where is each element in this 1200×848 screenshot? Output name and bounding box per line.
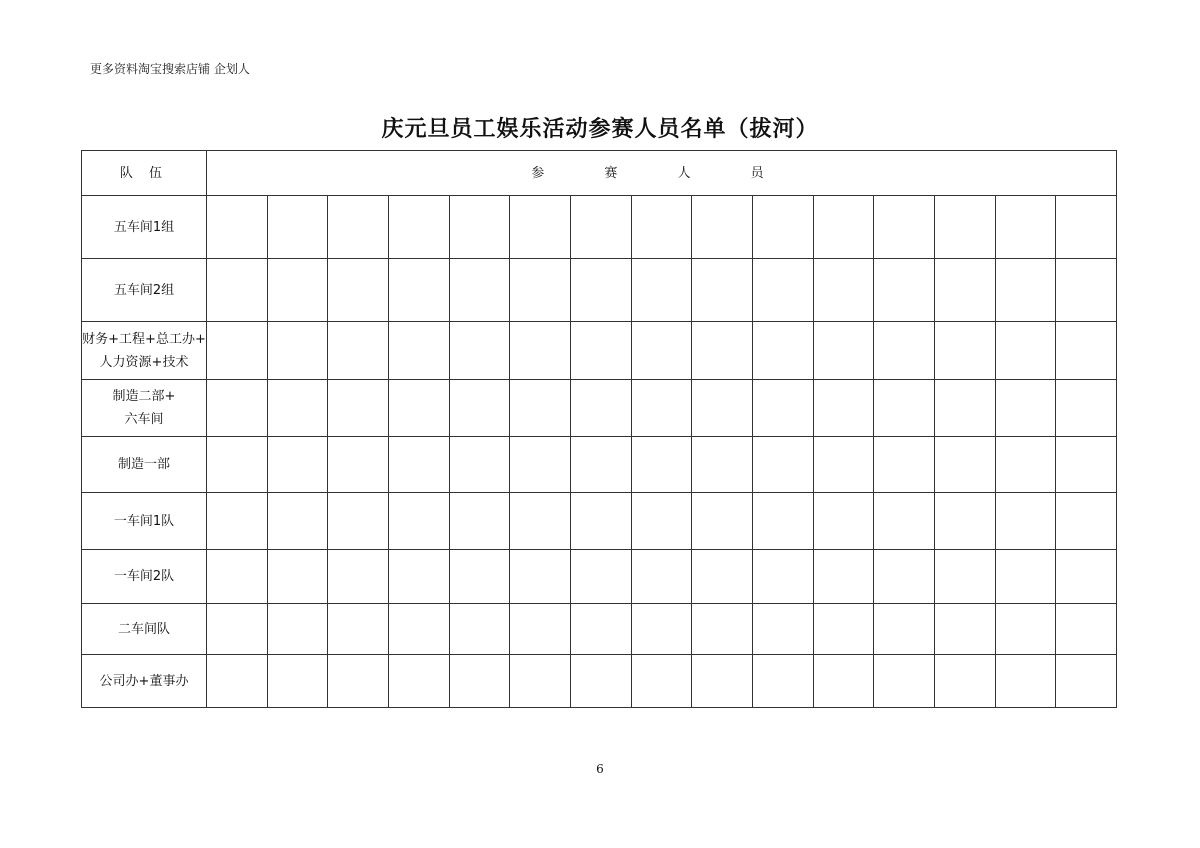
- team-name-line: 二车间队: [117, 621, 170, 637]
- participant-slot-cell[interactable]: [328, 655, 389, 708]
- participant-slot-cell[interactable]: [267, 604, 328, 655]
- participant-slot-cell[interactable]: [207, 259, 268, 322]
- participant-slot-cell[interactable]: [207, 604, 268, 655]
- participant-slot-cell[interactable]: [388, 437, 449, 493]
- team-name-cell: [82, 196, 207, 259]
- participant-slot-cell[interactable]: [449, 437, 510, 493]
- participant-slot-cell[interactable]: [813, 604, 874, 655]
- participant-slot-cell[interactable]: [752, 196, 813, 259]
- participant-slot-cell[interactable]: [570, 437, 631, 493]
- participant-slot-cell[interactable]: [570, 322, 631, 380]
- team-name-line: 一车间2队: [113, 569, 175, 584]
- participant-slot-cell[interactable]: [328, 259, 389, 322]
- participant-slot-cell[interactable]: [692, 604, 753, 655]
- participant-slot-cell[interactable]: [874, 655, 935, 708]
- participant-slot-cell[interactable]: [934, 196, 995, 259]
- participant-slot-cell[interactable]: [328, 437, 389, 493]
- table-row: [82, 196, 1117, 259]
- participant-slot-cell[interactable]: [813, 493, 874, 550]
- participant-slot-cell[interactable]: [631, 437, 692, 493]
- participant-slot-cell[interactable]: [570, 550, 631, 604]
- participant-slot-cell[interactable]: [934, 493, 995, 550]
- participant-slot-cell[interactable]: [813, 380, 874, 437]
- participant-slot-cell[interactable]: [692, 655, 753, 708]
- participant-slot-cell[interactable]: [328, 604, 389, 655]
- participant-slot-cell[interactable]: [1056, 493, 1117, 550]
- participant-slot-cell[interactable]: [1056, 322, 1117, 380]
- participant-slot-cell[interactable]: [752, 380, 813, 437]
- team-name-line: 五车间1组: [113, 219, 175, 235]
- participant-slot-cell[interactable]: [631, 493, 692, 550]
- page-number: 6: [596, 762, 604, 776]
- participant-slot-cell[interactable]: [995, 493, 1056, 550]
- participant-slot-cell[interactable]: [631, 655, 692, 708]
- participant-slot-cell[interactable]: [1056, 380, 1117, 437]
- participants-column-header: 参 赛 人 员: [207, 151, 1117, 196]
- participant-slot-cell[interactable]: [934, 604, 995, 655]
- participant-slot-cell[interactable]: [207, 655, 268, 708]
- participant-slot-cell[interactable]: [388, 196, 449, 259]
- participant-slot-cell[interactable]: [449, 380, 510, 437]
- participant-slot-cell[interactable]: [510, 604, 571, 655]
- participant-slot-cell[interactable]: [813, 550, 874, 604]
- participant-slot-cell[interactable]: [813, 259, 874, 322]
- header-note: 更多资料淘宝搜索店铺 企划人: [90, 62, 250, 76]
- participant-slot-cell[interactable]: [510, 196, 571, 259]
- participant-slot-cell[interactable]: [874, 322, 935, 380]
- participant-slot-cell[interactable]: [692, 322, 753, 380]
- participant-slot-cell[interactable]: [692, 550, 753, 604]
- participant-slot-cell[interactable]: [752, 604, 813, 655]
- participant-slot-cell[interactable]: [692, 196, 753, 259]
- participant-slot-cell[interactable]: [813, 655, 874, 708]
- participant-slot-cell[interactable]: [449, 493, 510, 550]
- table-row: [82, 550, 1117, 604]
- table-row: [82, 259, 1117, 322]
- participant-slot-cell[interactable]: [328, 550, 389, 604]
- participant-slot-cell[interactable]: [692, 493, 753, 550]
- participant-slot-cell[interactable]: [267, 259, 328, 322]
- participant-slot-cell[interactable]: [1056, 604, 1117, 655]
- participant-slot-cell[interactable]: [570, 604, 631, 655]
- participant-slot-cell[interactable]: [874, 437, 935, 493]
- participant-slot-cell[interactable]: [1056, 655, 1117, 708]
- participant-slot-cell[interactable]: [813, 437, 874, 493]
- team-name-cell: [82, 604, 207, 655]
- participant-slot-cell[interactable]: [388, 493, 449, 550]
- participant-slot-cell[interactable]: [510, 259, 571, 322]
- team-name-line: 六车间: [124, 412, 164, 427]
- participant-slot-cell[interactable]: [995, 380, 1056, 437]
- participant-slot-cell[interactable]: [1056, 550, 1117, 604]
- table-row: [82, 322, 1117, 380]
- participant-slot-cell[interactable]: [570, 380, 631, 437]
- participant-slot-cell[interactable]: [328, 196, 389, 259]
- participant-slot-cell[interactable]: [934, 322, 995, 380]
- participant-slot-cell[interactable]: [995, 604, 1056, 655]
- participant-slot-cell[interactable]: [267, 437, 328, 493]
- participant-slot-cell[interactable]: [995, 322, 1056, 380]
- team-name-line: 人力资源+技术: [99, 354, 189, 370]
- participant-slot-cell[interactable]: [692, 259, 753, 322]
- participant-slot-cell[interactable]: [388, 550, 449, 604]
- table-header-row: [82, 151, 1117, 196]
- participant-slot-cell[interactable]: [267, 380, 328, 437]
- participant-slot-cell[interactable]: [267, 322, 328, 380]
- team-name-line: 一车间1队: [113, 513, 175, 529]
- participant-slot-cell[interactable]: [874, 380, 935, 437]
- team-name-line: 制造一部: [117, 457, 170, 472]
- participant-slot-cell[interactable]: [207, 196, 268, 259]
- participant-slot-cell[interactable]: [995, 437, 1056, 493]
- participant-slot-cell[interactable]: [510, 493, 571, 550]
- participants-table: [81, 150, 1117, 708]
- participant-slot-cell[interactable]: [267, 493, 328, 550]
- participant-slot-cell[interactable]: [934, 380, 995, 437]
- participant-slot-cell[interactable]: [631, 380, 692, 437]
- participant-slot-cell[interactable]: [874, 196, 935, 259]
- participant-slot-cell[interactable]: [995, 655, 1056, 708]
- participant-slot-cell[interactable]: [934, 550, 995, 604]
- participant-slot-cell[interactable]: [752, 322, 813, 380]
- participant-slot-cell[interactable]: [752, 550, 813, 604]
- participant-slot-cell[interactable]: [207, 493, 268, 550]
- participant-slot-cell[interactable]: [752, 493, 813, 550]
- participant-slot-cell[interactable]: [449, 655, 510, 708]
- participant-slot-cell[interactable]: [631, 196, 692, 259]
- participant-slot-cell[interactable]: [328, 380, 389, 437]
- team-name-cell: [82, 437, 207, 493]
- team-name-line: 公司办+董事办: [99, 673, 189, 689]
- participant-slot-cell[interactable]: [388, 655, 449, 708]
- participant-slot-cell[interactable]: [388, 322, 449, 380]
- participant-slot-cell[interactable]: [388, 259, 449, 322]
- participant-slot-cell[interactable]: [449, 322, 510, 380]
- participant-slot-cell[interactable]: [267, 196, 328, 259]
- participant-slot-cell[interactable]: [570, 493, 631, 550]
- participant-slot-cell[interactable]: [934, 259, 995, 322]
- participant-slot-cell[interactable]: [570, 259, 631, 322]
- participant-slot-cell[interactable]: [510, 550, 571, 604]
- participant-slot-cell[interactable]: [631, 550, 692, 604]
- participant-slot-cell[interactable]: [449, 259, 510, 322]
- team-name-cell: [82, 655, 207, 708]
- participant-slot-cell[interactable]: [449, 550, 510, 604]
- participant-slot-cell[interactable]: [207, 437, 268, 493]
- participant-slot-cell[interactable]: [874, 259, 935, 322]
- document-title: 庆元旦员工娱乐活动参赛人员名单（拔河）: [381, 117, 819, 142]
- participant-slot-cell[interactable]: [631, 322, 692, 380]
- team-name-cell: [82, 550, 207, 604]
- participant-slot-cell[interactable]: [267, 655, 328, 708]
- participant-slot-cell[interactable]: [449, 196, 510, 259]
- participant-slot-cell[interactable]: [1056, 437, 1117, 493]
- participant-slot-cell[interactable]: [207, 322, 268, 380]
- team-name-line: 制造二部+: [112, 389, 176, 404]
- table-row: [82, 604, 1117, 655]
- participant-slot-cell[interactable]: [267, 550, 328, 604]
- participant-slot-cell[interactable]: [449, 604, 510, 655]
- participant-slot-cell[interactable]: [510, 655, 571, 708]
- participant-slot-cell[interactable]: [813, 322, 874, 380]
- participant-slot-cell[interactable]: [207, 380, 268, 437]
- table-row: [82, 437, 1117, 493]
- table-row: [82, 380, 1117, 437]
- participant-slot-cell[interactable]: [995, 259, 1056, 322]
- participant-slot-cell[interactable]: [570, 655, 631, 708]
- participant-slot-cell[interactable]: [388, 380, 449, 437]
- team-name-cell: [82, 322, 207, 380]
- participant-slot-cell[interactable]: [752, 655, 813, 708]
- participant-slot-cell[interactable]: [631, 259, 692, 322]
- team-name-cell: [82, 380, 207, 437]
- team-name-line: 财务+工程+总工办+: [82, 331, 206, 347]
- participant-slot-cell[interactable]: [510, 322, 571, 380]
- team-name-cell: [82, 493, 207, 550]
- table-row: [82, 493, 1117, 550]
- participant-slot-cell[interactable]: [1056, 196, 1117, 259]
- participant-slot-cell[interactable]: [813, 196, 874, 259]
- participant-slot-cell[interactable]: [692, 437, 753, 493]
- team-column-header: 队 伍: [82, 151, 207, 196]
- participant-slot-cell[interactable]: [874, 550, 935, 604]
- team-name-cell: [82, 259, 207, 322]
- team-name-line: 五车间2组: [113, 282, 175, 298]
- participant-slot-cell[interactable]: [328, 493, 389, 550]
- participant-slot-cell[interactable]: [752, 437, 813, 493]
- participant-slot-cell[interactable]: [207, 550, 268, 604]
- participant-slot-cell[interactable]: [510, 437, 571, 493]
- participant-slot-cell[interactable]: [752, 259, 813, 322]
- participant-slot-cell[interactable]: [995, 550, 1056, 604]
- participant-slot-cell[interactable]: [1056, 259, 1117, 322]
- participant-slot-cell[interactable]: [388, 604, 449, 655]
- participant-slot-cell[interactable]: [874, 604, 935, 655]
- participant-slot-cell[interactable]: [934, 655, 995, 708]
- participant-slot-cell[interactable]: [874, 493, 935, 550]
- participant-slot-cell[interactable]: [995, 196, 1056, 259]
- participant-slot-cell[interactable]: [328, 322, 389, 380]
- participant-slot-cell[interactable]: [631, 604, 692, 655]
- participant-slot-cell[interactable]: [570, 196, 631, 259]
- participant-slot-cell[interactable]: [692, 380, 753, 437]
- participant-slot-cell[interactable]: [934, 437, 995, 493]
- participant-slot-cell[interactable]: [510, 380, 571, 437]
- table-row: [82, 655, 1117, 708]
